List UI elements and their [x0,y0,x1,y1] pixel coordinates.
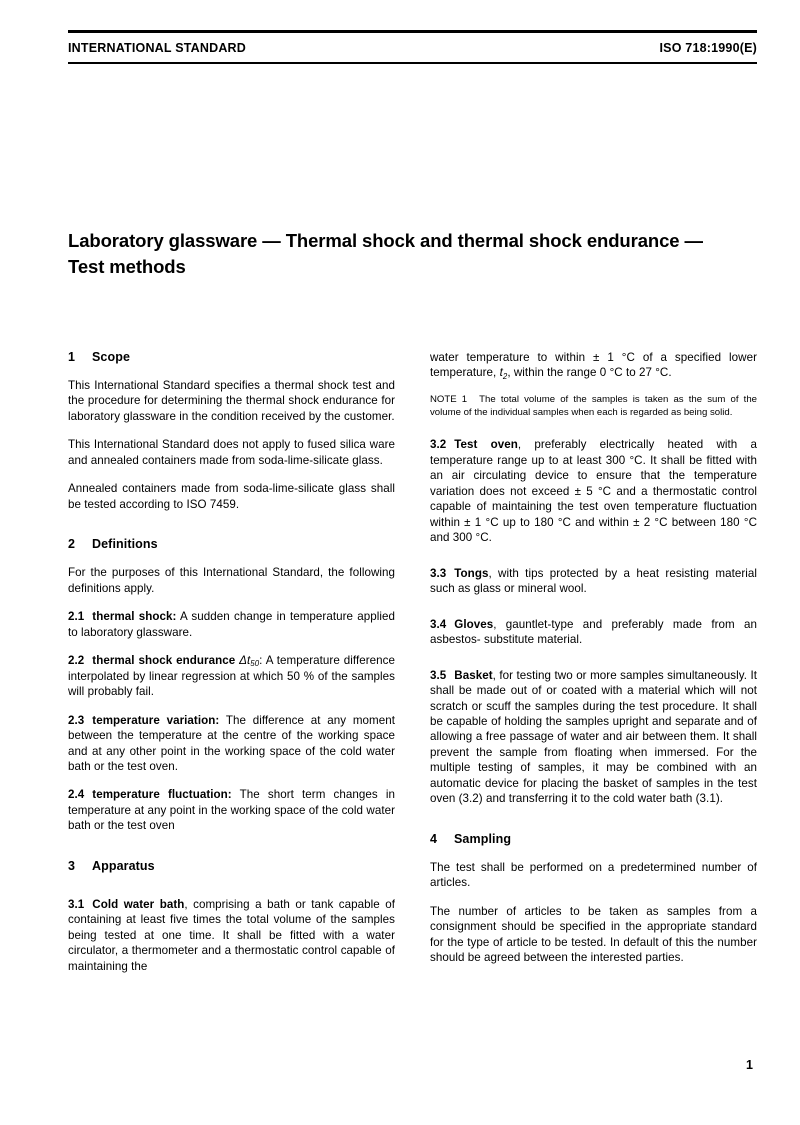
definition-2-4-number: 2.4 [68,788,85,802]
apparatus-3-5-text: , for testing two or more samples simultaneously. It shall be made out of or coated with a material which will not scratch or scuff the samples during the test procedure. It shall be capable of holding the samples upright and separate and of allowing a free passage of water and air between them. It shall prevent the sample from floating when immersed. For the multiple testing of samples, it may be combined with an automatic device for placing the basket of samples in the test oven (3.2) and transferring it to the cold water bath (3.1). [430,668,757,806]
standard-reference-label: ISO 718:1990(E) [659,41,757,55]
definition-2-1-term: thermal shock: [92,610,177,624]
apparatus-3-2-term: Test oven [454,438,518,452]
heading-scope-number: 1 [68,350,76,364]
sampling-paragraph-1: The test shall be performed on a predetermined number of articles. [430,860,757,890]
apparatus-3-4 [430,617,757,648]
page-number: 1 [746,1058,753,1072]
definition-2-3 [68,713,395,775]
scope-paragraph-1: This International Standard specifies a thermal shock test and the procedure for determining the thermal shock endurance for laboratory glassware in the condition received by the customer. [68,379,395,423]
apparatus-3-4-term: Gloves [454,617,494,631]
spacer [430,559,757,566]
note-1-text: The total volume of the samples is taken as the sum of the volume of the individual samples when each is regarded as being solid. [430,393,758,418]
note-1-label: NOTE 1 [430,393,468,405]
apparatus-3-3 [430,566,757,597]
apparatus-3-1-term: Cold water bath [92,897,185,911]
heading-sampling-number: 4 [430,831,438,846]
cont-post: , within the range 0 °C to 27 °C. [507,366,672,380]
right-column [430,350,757,987]
apparatus-3-1-text: , comprising a bath or tank capable of containing at least five times the total volume of the samples being tested at one time. It shall be fitted with a water circulator, a thermometer and a thermostatic control capable of maintaining the [68,897,395,973]
apparatus-3-2 [430,437,757,545]
page-title: Laboratory glassware — Thermal shock and thermal shock endurance — Test methods [68,230,703,278]
tolerance-value-1: ± 1 °C [593,351,635,364]
definition-2-2 [68,653,395,699]
tolerance-value-5: ± 5 °C [574,484,612,498]
standard-type-label: INTERNATIONAL STANDARD [68,41,247,55]
apparatus-3-2-number: 3.2 [430,438,447,452]
definition-2-4 [68,787,395,833]
heading-apparatus [68,859,395,873]
definition-2-2-term: thermal shock endurance [92,654,236,668]
heading-scope [68,350,395,364]
sampling-paragraph-2: The number of articles to be taken as samples from a consignment should be specified in the appropriate standard for the type of article to be tested. In default of this the number should be agreed between the interested parties. [430,904,757,965]
spacer [430,610,757,617]
apparatus-3-2-text-c: up to 180 °C and within [498,515,634,529]
definition-2-3-number: 2.3 [68,713,85,727]
scope-paragraph-3: Annealed containers made from soda-lime-silicate glass shall be tested according to ISO 7459. [68,482,395,511]
apparatus-3-2-text-b: and a thermostatic control capable of maintaining the test oven temperature fluctuation within [430,484,758,529]
heading-apparatus-number: 3 [68,858,76,873]
definition-2-3-term: temperature variation: [92,713,220,727]
spacer [68,847,395,859]
heading-sampling-label: Sampling [454,831,512,846]
page-header [68,30,757,64]
apparatus-3-4-number: 3.4 [430,617,447,631]
apparatus-3-2-text-d: between 180 °C and 300 °C. [430,515,758,545]
definition-2-2-symbol: $\Delta t_{50}$ [239,654,260,669]
lower-temperature-symbol: $t_2$ [499,366,508,381]
apparatus-3-3-text: , with tips protected by a heat resisting material such as glass or mineral wool. [430,566,757,596]
heading-definitions-number: 2 [68,537,76,552]
cont-mid: of a specified lower temperature, [430,351,758,380]
heading-definitions [68,537,395,551]
apparatus-3-3-number: 3.3 [430,566,447,580]
spacer [430,820,757,832]
spacer [68,525,395,537]
tolerance-value-2: ± 2 °C [633,515,668,529]
body-columns [68,350,757,987]
definition-2-2-text: : A temperature difference interpolated by linear regression at which 50 % of the samples will probably fail. [68,654,395,699]
left-column [68,350,395,987]
definition-2-4-text: The short term changes in temperature at any point in the working space of the cold water bath or the test oven [68,788,395,833]
apparatus-3-1 [68,897,395,974]
apparatus-3-5-number: 3.5 [430,668,447,682]
heading-scope-label: Scope [92,350,131,364]
heading-definitions-label: Definitions [92,537,158,552]
heading-apparatus-label: Apparatus [92,858,155,873]
cont-pre: water temperature to within [430,351,594,364]
definition-2-1-text: A sudden change in temperature applied to laboratory glassware. [68,610,396,639]
definition-2-1 [68,609,395,640]
header-row [68,33,757,62]
definitions-intro: For the purposes of this International Standard, the following definitions apply. [68,566,395,595]
apparatus-3-1-number: 3.1 [68,897,85,911]
spacer [68,887,395,897]
apparatus-3-2-text-a: , preferably electrically heated with a temperature range up to at least 300 °C. It shall be fitted with an air circulating device to ensure that the temperature variation does not exceed [430,438,757,498]
apparatus-3-5-term: Basket [454,668,493,682]
header-bottom-rule [68,62,757,64]
apparatus-3-5 [430,668,757,807]
apparatus-3-3-term: Tongs [454,566,489,580]
heading-sampling [430,832,757,846]
definition-2-4-term: temperature fluctuation: [92,788,232,802]
apparatus-3-4-text: , gauntlet-type and preferably made from an asbestos- substitute material. [430,617,757,647]
definition-2-1-number: 2.1 [68,610,85,624]
spacer [430,661,757,668]
definition-2-2-number: 2.2 [68,654,85,668]
scope-paragraph-2: This International Standard does not apply to fused silica ware and annealed containers made from soda-lime-silicate glass. [68,438,395,467]
tolerance-value-1b: ± 1 °C [464,515,499,529]
note-1 [430,394,757,420]
apparatus-3-1-continued [430,350,757,381]
definition-2-3-text: The difference at any moment between the temperature at the centre of the working space and at any other point in the working space of the cold water bath or the test oven. [68,713,396,773]
